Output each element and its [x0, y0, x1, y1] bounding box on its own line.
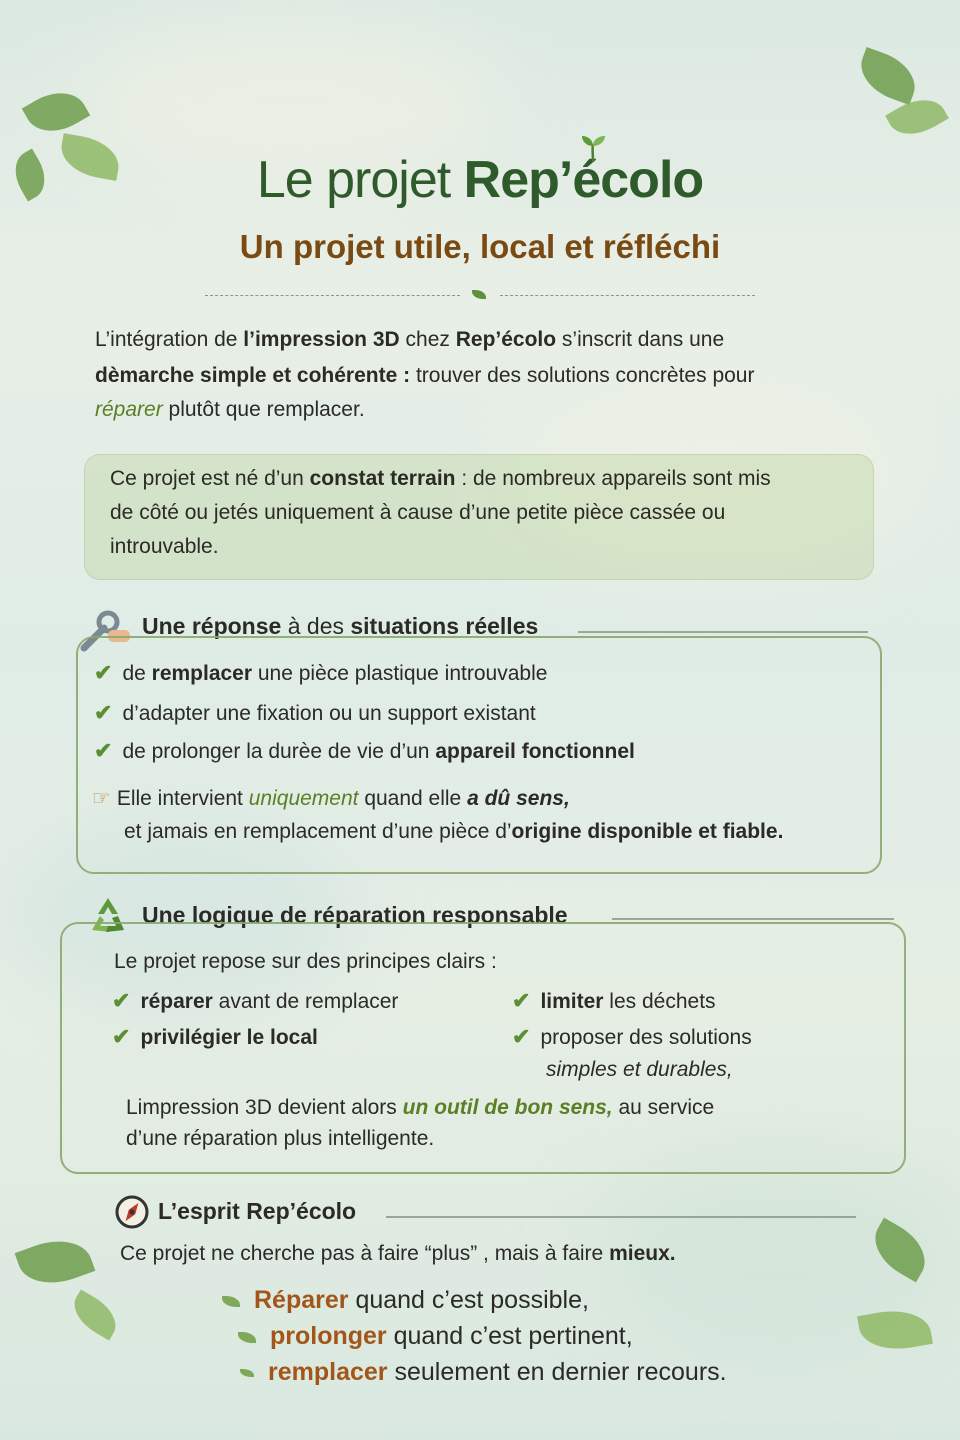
leaf-decoration: [66, 1290, 124, 1341]
divider-left: [205, 295, 460, 296]
section2-conclusion-2: d’une réparation plus intelligente.: [126, 1127, 435, 1150]
final-line-2: prolonger quand c’est pertinent,: [238, 1322, 633, 1351]
intro-line-1: L’intégration de l’impression 3D chez Rep’écolo s’inscrit dans une: [95, 328, 725, 351]
section2-conclusion-1: Limpression 3D devient alors un outil de bon sens, au service: [126, 1096, 715, 1119]
leaf-icon: [222, 1296, 240, 1307]
leaf-decoration: [22, 81, 90, 144]
check-icon: ✔: [94, 700, 113, 725]
section1-heading: Une réponse à des situations réelles: [142, 613, 539, 639]
constat-line-3: introuvable.: [110, 535, 219, 558]
check-icon: ✔: [112, 988, 131, 1013]
section1-note-1: ☞ Elle intervient uniquement quand elle a dû sens,: [92, 787, 570, 810]
leaf-decoration: [853, 47, 923, 105]
heading-rule: [386, 1216, 856, 1218]
section2-left-item-1: ✔ réparer avant de remplacer: [112, 988, 399, 1013]
heading-rule: [612, 918, 894, 920]
page-title: [0, 150, 960, 210]
section1-note-2: et jamais en remplacement d’une pièce d’origine disponible et fiable.: [124, 820, 784, 843]
section1-item-2: ✔ d’adapter une fixation ou un support existant: [94, 700, 536, 725]
section1-item-3: ✔ de prolonger la durèe de vie d’un appareil fonctionnel: [94, 738, 635, 763]
section3-lead: Ce projet ne cherche pas à faire “plus” , mais à faire mieux.: [120, 1242, 676, 1265]
leaf-icon: [238, 1332, 256, 1343]
leaf-icon: [240, 1369, 254, 1377]
constat-line-1: Ce projet est né d’un constat terrain : de nombreux appareils sont mis: [110, 467, 771, 490]
check-icon: ✔: [512, 988, 531, 1013]
section2-lead: Le projet repose sur des principes clairs :: [114, 950, 497, 973]
title-prefix: Le projet: [256, 151, 451, 209]
intro-line-3: réparer plutôt que remplacer.: [95, 398, 365, 421]
check-icon: ✔: [94, 738, 113, 763]
title-brand: Rep’écolo: [463, 151, 704, 209]
section1-item-1: ✔ de remplacer une pièce plastique introuvable: [94, 660, 548, 685]
final-line-1: Réparer quand c’est possible,: [222, 1286, 589, 1315]
page-subtitle: Un projet utile, local et réfléchi: [239, 228, 721, 265]
sprout-icon: [578, 134, 608, 164]
leaf-decoration: [15, 1229, 96, 1294]
leaf-icon: [472, 290, 486, 299]
divider-right: [500, 295, 755, 296]
section2-heading: Une logique de réparation responsable: [142, 902, 568, 928]
pointing-hand-icon: ☞: [92, 787, 111, 810]
check-icon: ✔: [512, 1024, 531, 1049]
section2-right-item-1: ✔ limiter les déchets: [512, 988, 716, 1013]
constat-line-2: de côté ou jetés uniquement à cause d’une petite pièce cassée ou: [110, 501, 726, 524]
check-icon: ✔: [94, 660, 113, 685]
check-icon: ✔: [112, 1024, 131, 1049]
compass-icon: [114, 1194, 150, 1230]
intro-line-2: dèmarche simple et cohérente : trouver des solutions concrètes pour: [95, 364, 755, 387]
section2-right-item-2-cont: simples et durables,: [546, 1058, 733, 1081]
section3-heading: L’esprit Rep’écolo: [158, 1198, 357, 1224]
section2-right-item-2: ✔ proposer des solutions: [512, 1024, 752, 1049]
final-line-3: remplacer seulement en dernier recours.: [240, 1358, 727, 1387]
heading-rule: [578, 631, 868, 633]
section2-left-item-2: ✔ privilégier le local: [112, 1024, 318, 1049]
